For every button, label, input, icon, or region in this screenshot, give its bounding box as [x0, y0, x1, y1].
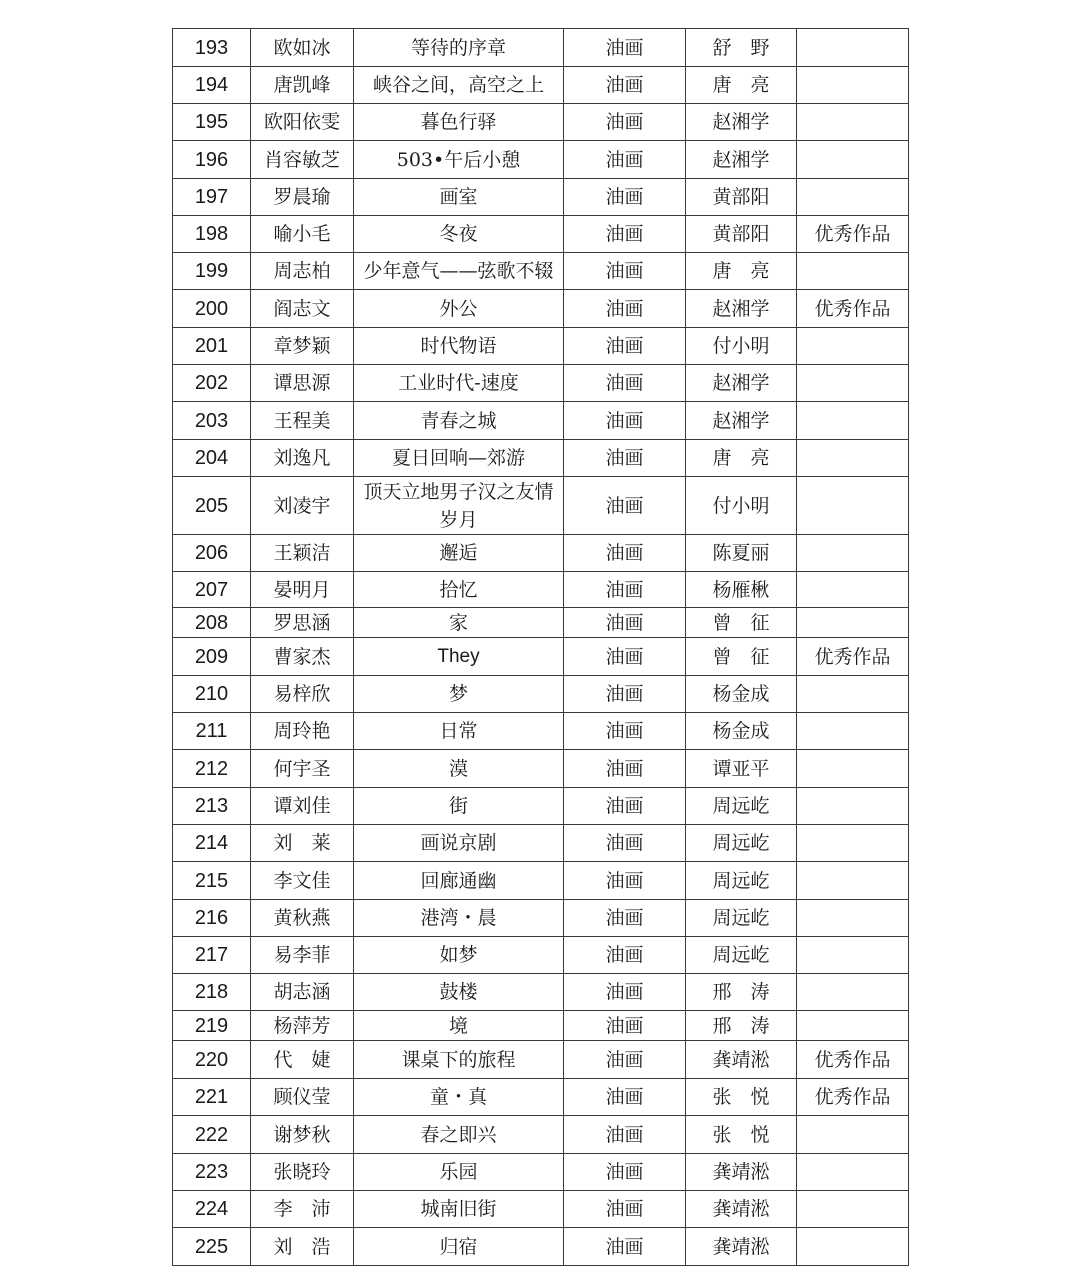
medium-cell: 油画 — [564, 402, 686, 440]
advisor-name-cell: 付小明 — [686, 328, 797, 365]
artist-name-cell: 周志柏 — [251, 253, 354, 290]
table-row — [173, 608, 909, 638]
table-row — [173, 1011, 909, 1041]
entry-number-cell: 213 — [173, 788, 251, 825]
award-cell: 优秀作品 — [797, 638, 909, 676]
artist-name-cell: 王程美 — [251, 402, 354, 440]
award-cell — [797, 1116, 909, 1154]
artist-name-cell: 谭思源 — [251, 365, 354, 402]
artwork-title-cell: 等待的序章 — [354, 29, 564, 67]
table-row — [173, 900, 909, 937]
entry-number-cell: 195 — [173, 104, 251, 141]
medium-cell: 油画 — [564, 900, 686, 937]
entry-number-cell: 201 — [173, 328, 251, 365]
award-cell — [797, 937, 909, 974]
artist-name-cell: 刘逸凡 — [251, 440, 354, 477]
award-cell — [797, 141, 909, 179]
award-cell — [797, 788, 909, 825]
artist-name-cell: 曹家杰 — [251, 638, 354, 676]
medium-cell: 油画 — [564, 535, 686, 572]
artist-name-cell: 李 沛 — [251, 1191, 354, 1228]
advisor-name-cell: 龚靖淞 — [686, 1154, 797, 1191]
award-cell — [797, 402, 909, 440]
award-cell — [797, 900, 909, 937]
artist-name-cell: 谭刘佳 — [251, 788, 354, 825]
award-cell: 优秀作品 — [797, 216, 909, 253]
table-row — [173, 253, 909, 290]
artwork-title-cell: 夏日回响—郊游 — [354, 440, 564, 477]
artwork-title-cell: 街 — [354, 788, 564, 825]
advisor-name-cell: 周远屹 — [686, 825, 797, 862]
advisor-name-cell: 曾 征 — [686, 638, 797, 676]
medium-cell: 油画 — [564, 676, 686, 713]
table-row — [173, 638, 909, 676]
artist-name-cell: 杨萍芳 — [251, 1011, 354, 1041]
award-cell — [797, 253, 909, 290]
award-cell — [797, 1011, 909, 1041]
artist-name-cell: 易李菲 — [251, 937, 354, 974]
advisor-name-cell: 舒 野 — [686, 29, 797, 67]
award-cell — [797, 29, 909, 67]
advisor-name-cell: 杨雁楸 — [686, 572, 797, 608]
artist-name-cell: 张晓玲 — [251, 1154, 354, 1191]
artist-name-cell: 刘 浩 — [251, 1228, 354, 1266]
artwork-title-cell: 少年意气——弦歌不辍 — [354, 253, 564, 290]
medium-cell: 油画 — [564, 608, 686, 638]
table-row — [173, 141, 909, 179]
table-row — [173, 328, 909, 365]
award-cell — [797, 676, 909, 713]
award-cell — [797, 365, 909, 402]
artist-name-cell: 欧阳依雯 — [251, 104, 354, 141]
award-cell — [797, 477, 909, 535]
advisor-name-cell: 唐 亮 — [686, 440, 797, 477]
table-row — [173, 713, 909, 750]
advisor-name-cell: 谭亚平 — [686, 750, 797, 788]
artist-name-cell: 谢梦秋 — [251, 1116, 354, 1154]
medium-cell: 油画 — [564, 572, 686, 608]
artwork-title-cell: 童・真 — [354, 1079, 564, 1116]
artwork-title-cell: 503•午后小憩 — [354, 141, 564, 179]
medium-cell: 油画 — [564, 862, 686, 900]
award-cell — [797, 440, 909, 477]
artist-name-cell: 易梓欣 — [251, 676, 354, 713]
medium-cell: 油画 — [564, 974, 686, 1011]
advisor-name-cell: 张 悦 — [686, 1116, 797, 1154]
medium-cell: 油画 — [564, 290, 686, 328]
table-row — [173, 1154, 909, 1191]
entry-number-cell: 224 — [173, 1191, 251, 1228]
advisor-name-cell: 杨金成 — [686, 676, 797, 713]
medium-cell: 油画 — [564, 1154, 686, 1191]
artwork-title-cell: 家 — [354, 608, 564, 638]
medium-cell: 油画 — [564, 1011, 686, 1041]
table-row — [173, 1041, 909, 1079]
award-cell: 优秀作品 — [797, 1041, 909, 1079]
table-row — [173, 974, 909, 1011]
artwork-title-cell: They — [354, 638, 564, 676]
entry-number-cell: 193 — [173, 29, 251, 67]
award-cell — [797, 862, 909, 900]
artist-name-cell: 喻小毛 — [251, 216, 354, 253]
artwork-title-cell: 课桌下的旅程 — [354, 1041, 564, 1079]
advisor-name-cell: 周远屹 — [686, 862, 797, 900]
artwork-title-cell: 城南旧街 — [354, 1191, 564, 1228]
entry-number-cell: 198 — [173, 216, 251, 253]
artwork-title-cell: 画室 — [354, 179, 564, 216]
award-cell — [797, 713, 909, 750]
medium-cell: 油画 — [564, 937, 686, 974]
table-row — [173, 535, 909, 572]
medium-cell: 油画 — [564, 1116, 686, 1154]
artwork-title-cell: 港湾・晨 — [354, 900, 564, 937]
artwork-title-cell: 日常 — [354, 713, 564, 750]
award-cell — [797, 179, 909, 216]
medium-cell: 油画 — [564, 788, 686, 825]
award-cell — [797, 1228, 909, 1266]
artwork-title-cell: 拾忆 — [354, 572, 564, 608]
entry-number-cell: 215 — [173, 862, 251, 900]
artwork-title-cell: 回廊通幽 — [354, 862, 564, 900]
table-row — [173, 1228, 909, 1266]
advisor-name-cell: 周远屹 — [686, 937, 797, 974]
entry-number-cell: 203 — [173, 402, 251, 440]
artist-name-cell: 晏明月 — [251, 572, 354, 608]
advisor-name-cell: 邢 涛 — [686, 1011, 797, 1041]
artwork-list-table — [172, 28, 909, 1266]
award-cell — [797, 974, 909, 1011]
medium-cell: 油画 — [564, 1041, 686, 1079]
table-row — [173, 402, 909, 440]
medium-cell: 油画 — [564, 67, 686, 104]
entry-number-cell: 216 — [173, 900, 251, 937]
advisor-name-cell: 赵湘学 — [686, 104, 797, 141]
award-cell: 优秀作品 — [797, 1079, 909, 1116]
medium-cell: 油画 — [564, 328, 686, 365]
entry-number-cell: 209 — [173, 638, 251, 676]
artist-name-cell: 罗思涵 — [251, 608, 354, 638]
artwork-title-cell: 鼓楼 — [354, 974, 564, 1011]
artist-name-cell: 刘凌宇 — [251, 477, 354, 535]
artist-name-cell: 李文佳 — [251, 862, 354, 900]
table-row — [173, 750, 909, 788]
table-row — [173, 216, 909, 253]
medium-cell: 油画 — [564, 29, 686, 67]
entry-number-cell: 205 — [173, 477, 251, 535]
medium-cell: 油画 — [564, 253, 686, 290]
advisor-name-cell: 曾 征 — [686, 608, 797, 638]
medium-cell: 油画 — [564, 477, 686, 535]
table-row — [173, 1191, 909, 1228]
medium-cell: 油画 — [564, 365, 686, 402]
advisor-name-cell: 赵湘学 — [686, 365, 797, 402]
artwork-title-cell: 春之即兴 — [354, 1116, 564, 1154]
award-cell — [797, 67, 909, 104]
entry-number-cell: 225 — [173, 1228, 251, 1266]
advisor-name-cell: 邢 涛 — [686, 974, 797, 1011]
artist-name-cell: 胡志涵 — [251, 974, 354, 1011]
artwork-title-cell: 峡谷之间，高空之上 — [354, 67, 564, 104]
medium-cell: 油画 — [564, 141, 686, 179]
table-row — [173, 67, 909, 104]
entry-number-cell: 196 — [173, 141, 251, 179]
artist-name-cell: 罗晨瑜 — [251, 179, 354, 216]
entry-number-cell: 194 — [173, 67, 251, 104]
medium-cell: 油画 — [564, 216, 686, 253]
advisor-name-cell: 杨金成 — [686, 713, 797, 750]
advisor-name-cell: 唐 亮 — [686, 67, 797, 104]
table-body — [173, 29, 909, 1266]
table-row — [173, 937, 909, 974]
table-row — [173, 29, 909, 67]
medium-cell: 油画 — [564, 1079, 686, 1116]
artwork-title-cell: 境 — [354, 1011, 564, 1041]
table-row — [173, 179, 909, 216]
advisor-name-cell: 周远屹 — [686, 900, 797, 937]
table-row — [173, 825, 909, 862]
entry-number-cell: 211 — [173, 713, 251, 750]
award-cell — [797, 572, 909, 608]
artist-name-cell: 阎志文 — [251, 290, 354, 328]
artist-name-cell: 代 婕 — [251, 1041, 354, 1079]
advisor-name-cell: 龚靖淞 — [686, 1041, 797, 1079]
entry-number-cell: 210 — [173, 676, 251, 713]
award-cell — [797, 1191, 909, 1228]
artwork-title-cell: 乐园 — [354, 1154, 564, 1191]
medium-cell: 油画 — [564, 440, 686, 477]
advisor-name-cell: 唐 亮 — [686, 253, 797, 290]
award-cell — [797, 825, 909, 862]
entry-number-cell: 217 — [173, 937, 251, 974]
artwork-title-cell: 时代物语 — [354, 328, 564, 365]
artwork-title-cell: 工业时代-速度 — [354, 365, 564, 402]
advisor-name-cell: 陈夏丽 — [686, 535, 797, 572]
advisor-name-cell: 付小明 — [686, 477, 797, 535]
entry-number-cell: 214 — [173, 825, 251, 862]
table-row — [173, 440, 909, 477]
award-cell — [797, 608, 909, 638]
entry-number-cell: 218 — [173, 974, 251, 1011]
artist-name-cell: 唐凯峰 — [251, 67, 354, 104]
table-row — [173, 676, 909, 713]
medium-cell: 油画 — [564, 638, 686, 676]
artwork-title-cell: 外公 — [354, 290, 564, 328]
artwork-title-cell: 画说京剧 — [354, 825, 564, 862]
entry-number-cell: 207 — [173, 572, 251, 608]
medium-cell: 油画 — [564, 1228, 686, 1266]
award-cell — [797, 328, 909, 365]
entry-number-cell: 223 — [173, 1154, 251, 1191]
artwork-title-cell: 暮色行驿 — [354, 104, 564, 141]
advisor-name-cell: 赵湘学 — [686, 290, 797, 328]
entry-number-cell: 204 — [173, 440, 251, 477]
artist-name-cell: 顾仪莹 — [251, 1079, 354, 1116]
table-row — [173, 477, 909, 535]
artwork-title-cell: 青春之城 — [354, 402, 564, 440]
artwork-title-cell: 顶天立地男子汉之友情岁月 — [354, 477, 564, 535]
entry-number-cell: 219 — [173, 1011, 251, 1041]
artist-name-cell: 欧如冰 — [251, 29, 354, 67]
advisor-name-cell: 龚靖淞 — [686, 1228, 797, 1266]
entry-number-cell: 199 — [173, 253, 251, 290]
entry-number-cell: 202 — [173, 365, 251, 402]
table-row — [173, 1079, 909, 1116]
artist-name-cell: 周玲艳 — [251, 713, 354, 750]
entry-number-cell: 220 — [173, 1041, 251, 1079]
entry-number-cell: 208 — [173, 608, 251, 638]
advisor-name-cell: 黄部阳 — [686, 216, 797, 253]
advisor-name-cell: 赵湘学 — [686, 402, 797, 440]
award-cell — [797, 1154, 909, 1191]
table-row — [173, 290, 909, 328]
advisor-name-cell: 张 悦 — [686, 1079, 797, 1116]
artist-name-cell: 王颖洁 — [251, 535, 354, 572]
artwork-title-cell: 邂逅 — [354, 535, 564, 572]
artist-name-cell: 刘 莱 — [251, 825, 354, 862]
award-cell — [797, 750, 909, 788]
artist-name-cell: 肖容敏芝 — [251, 141, 354, 179]
entry-number-cell: 206 — [173, 535, 251, 572]
entry-number-cell: 221 — [173, 1079, 251, 1116]
entry-number-cell: 200 — [173, 290, 251, 328]
award-cell — [797, 104, 909, 141]
artist-name-cell: 章梦颖 — [251, 328, 354, 365]
table-row — [173, 862, 909, 900]
medium-cell: 油画 — [564, 104, 686, 141]
table-row — [173, 788, 909, 825]
award-cell: 优秀作品 — [797, 290, 909, 328]
medium-cell: 油画 — [564, 1191, 686, 1228]
advisor-name-cell: 黄部阳 — [686, 179, 797, 216]
advisor-name-cell: 周远屹 — [686, 788, 797, 825]
advisor-name-cell: 赵湘学 — [686, 141, 797, 179]
advisor-name-cell: 龚靖淞 — [686, 1191, 797, 1228]
medium-cell: 油画 — [564, 750, 686, 788]
entry-number-cell: 212 — [173, 750, 251, 788]
artwork-title-cell: 冬夜 — [354, 216, 564, 253]
table-row — [173, 104, 909, 141]
entry-number-cell: 197 — [173, 179, 251, 216]
medium-cell: 油画 — [564, 825, 686, 862]
entry-number-cell: 222 — [173, 1116, 251, 1154]
award-cell — [797, 535, 909, 572]
artwork-title-cell: 漠 — [354, 750, 564, 788]
medium-cell: 油画 — [564, 713, 686, 750]
artwork-title-cell: 归宿 — [354, 1228, 564, 1266]
artwork-title-cell: 如梦 — [354, 937, 564, 974]
artist-name-cell: 黄秋燕 — [251, 900, 354, 937]
medium-cell: 油画 — [564, 179, 686, 216]
table-row — [173, 365, 909, 402]
artwork-title-cell: 梦 — [354, 676, 564, 713]
table-row — [173, 1116, 909, 1154]
table-row — [173, 572, 909, 608]
artist-name-cell: 何宇圣 — [251, 750, 354, 788]
